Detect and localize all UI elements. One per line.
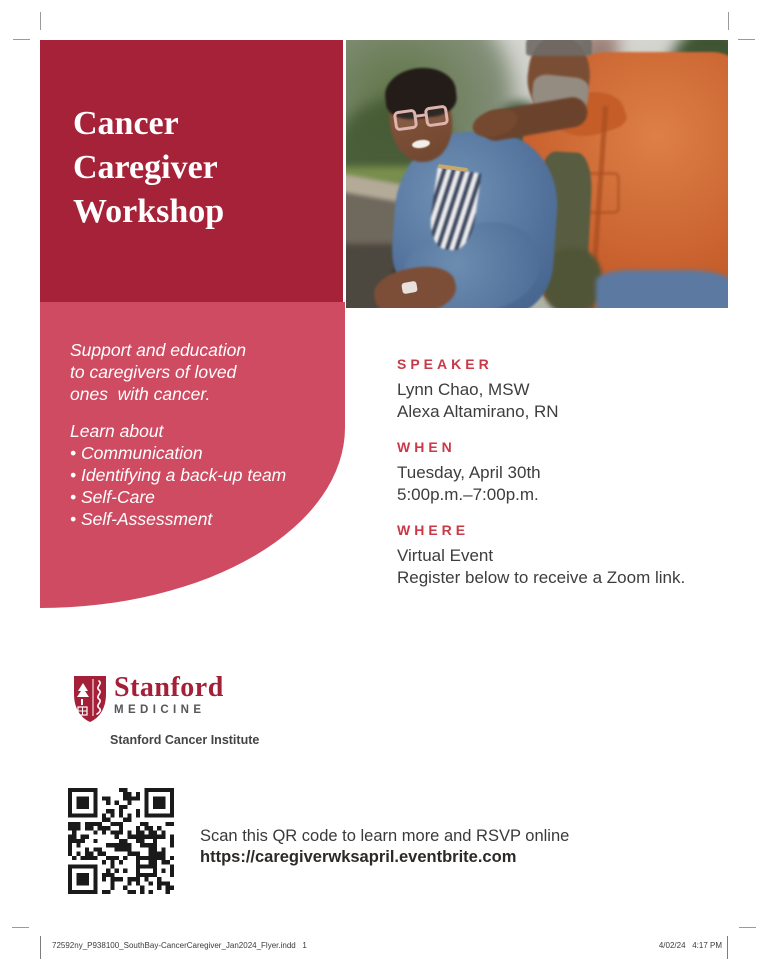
stanford-medicine-logo xyxy=(72,674,224,729)
speaker-name: Alexa Altamirano, RN xyxy=(397,401,559,421)
speaker-section xyxy=(397,356,685,422)
where-section xyxy=(397,522,685,588)
title-line-3: Workshop xyxy=(73,193,225,230)
when-time: 5:00p.m.–7:00p.m. xyxy=(397,484,539,504)
crop-mark-bottom-right-h xyxy=(739,927,756,928)
institute-name: Stanford Cancer Institute xyxy=(110,733,260,747)
page-title xyxy=(40,40,343,234)
event-details xyxy=(397,356,685,605)
caregiver-photo xyxy=(346,40,728,308)
slug-divider-right xyxy=(727,936,728,959)
when-section xyxy=(397,439,685,505)
photo-woman-glasses-right-lens xyxy=(424,104,450,127)
rsvp-scan-text: Scan this QR code to learn more and RSVP online xyxy=(200,827,570,845)
list-item: • Identifying a back-up team xyxy=(70,464,345,486)
list-item: • Self-Assessment xyxy=(70,508,345,530)
speaker-label: SPEAKER xyxy=(397,356,493,372)
stanford-wordmark: Stanford xyxy=(114,672,224,703)
rsvp-block xyxy=(200,826,569,868)
photo-man-hair xyxy=(526,40,592,56)
title-line-1: Cancer xyxy=(73,105,179,142)
slug-divider-left xyxy=(40,936,41,959)
intro-panel xyxy=(40,302,345,608)
stanford-shield-icon xyxy=(72,674,108,729)
list-item: • Self-Care xyxy=(70,486,345,508)
when-label: WHEN xyxy=(397,439,456,455)
photo-woman-glasses-left-lens xyxy=(393,108,419,131)
where-venue: Virtual Event xyxy=(397,546,494,565)
title-block xyxy=(40,40,343,302)
crop-mark-top-left-h xyxy=(13,39,30,40)
slug-filename: 72592ny_P938100_SouthBay-CancerCaregiver_Jan2024_Flyer.indd 1 xyxy=(52,941,307,950)
photo-man-jeans xyxy=(596,270,728,308)
qr-code xyxy=(68,788,174,894)
title-line-2: Caregiver xyxy=(73,149,218,186)
speaker-name: Lynn Chao, MSW xyxy=(397,380,530,399)
when-date: Tuesday, April 30th xyxy=(397,463,541,482)
learn-about-list xyxy=(70,420,345,530)
crop-mark-top-right-h xyxy=(738,39,755,40)
rsvp-url-link[interactable]: https://caregiverwksapril.eventbrite.com xyxy=(200,848,517,866)
slug-datetime: 4/02/24 4:17 PM xyxy=(658,941,722,950)
crop-mark-top-right-v xyxy=(728,12,729,30)
where-label: WHERE xyxy=(397,522,470,538)
intro-paragraph-line: Support and education xyxy=(70,340,247,360)
list-item: • Communication xyxy=(70,442,345,464)
learn-about-label: Learn about xyxy=(70,421,164,441)
crop-mark-bottom-left-h xyxy=(12,927,29,928)
intro-paragraph-line: to caregivers of loved xyxy=(70,362,237,382)
where-register-note: Register below to receive a Zoom link. xyxy=(397,567,686,587)
crop-mark-top-left-v xyxy=(40,12,41,30)
intro-paragraph-line: ones with cancer. xyxy=(70,384,211,404)
medicine-wordmark: MEDICINE xyxy=(114,704,206,716)
intro-paragraph xyxy=(70,339,345,405)
